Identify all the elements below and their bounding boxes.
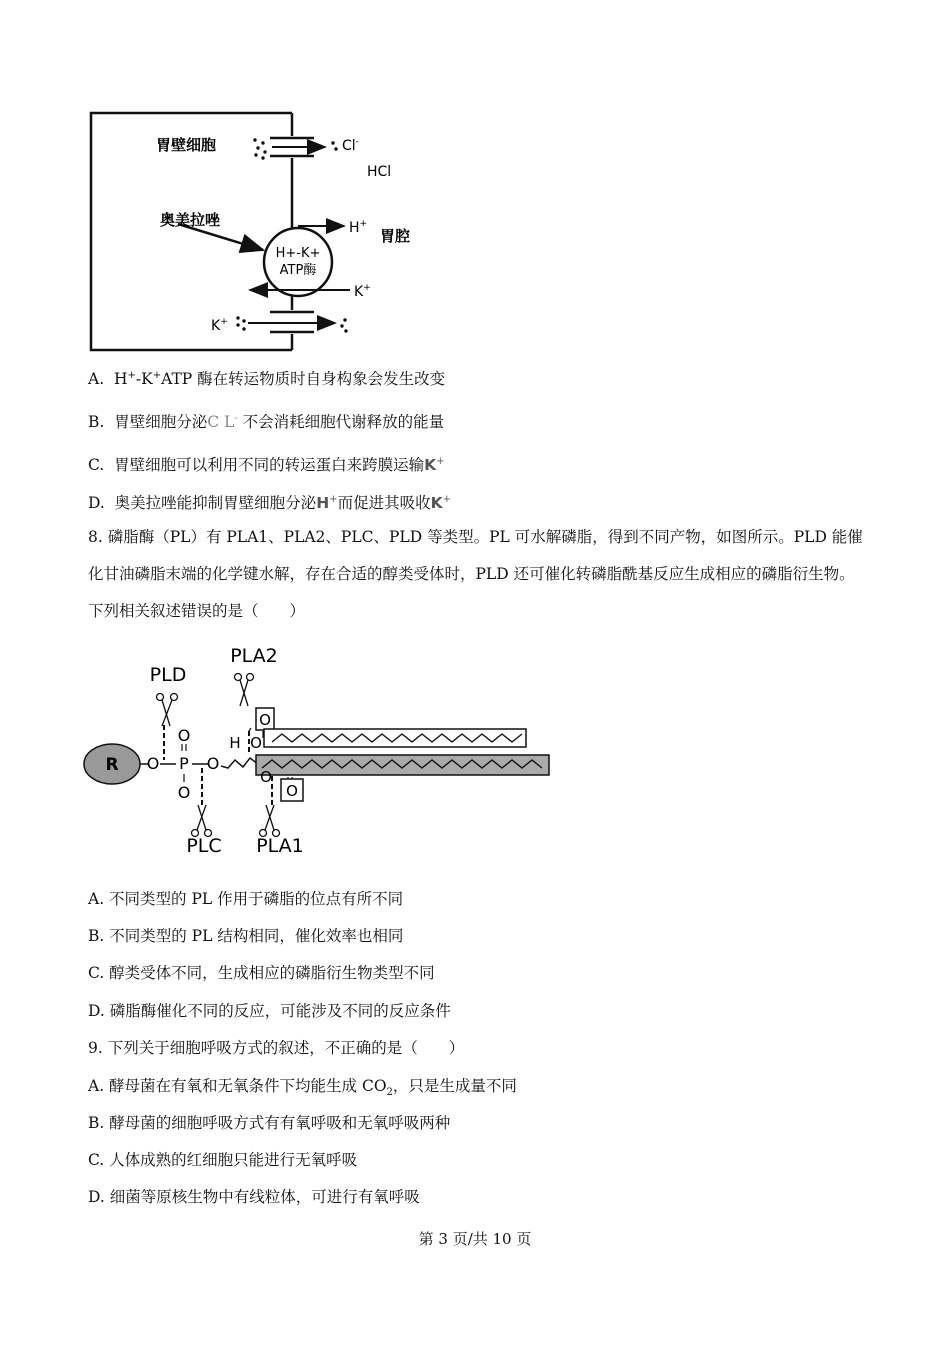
q7-option-d: D. 奥美拉唑能抑制胃壁细胞分泌H+而促进其吸收K+ (88, 494, 451, 513)
q9-option-b: B. 酵母菌的细胞呼吸方式有有氧呼吸和无氧呼吸两种 (88, 1114, 451, 1132)
svg-text:P: P (179, 754, 189, 773)
svg-text:O: O (286, 782, 298, 800)
svg-text:O: O (177, 726, 191, 745)
pla1-label: PLA1 (256, 835, 304, 857)
k-right-label: K+ (354, 283, 371, 300)
q9-option-c: C. 人体成熟的红细胞只能进行无氧呼吸 (88, 1151, 358, 1169)
q8-option-a: A. 不同类型的 PL 作用于磷脂的位点有所不同 (88, 890, 404, 908)
svg-text:O: O (259, 711, 271, 729)
k-dots (236, 316, 347, 332)
parietal-cell-figure (80, 100, 440, 360)
q7-option-a: A. H+-K+ATP 酶在转运物质时自身构象会发生改变 (88, 370, 446, 389)
q9-option-d: D. 细菌等原核生物中有线粒体，可进行有氧呼吸 (88, 1188, 420, 1206)
q8-option-d: D. 磷脂酶催化不同的反应，可能涉及不同的反应条件 (88, 1002, 451, 1020)
k-left-label: K+ (211, 317, 228, 334)
svg-text:O: O (206, 754, 220, 773)
cl-label: Cl- (342, 137, 359, 154)
enzyme-label-1: H+-K+ (275, 246, 321, 261)
svg-text:O: O (250, 734, 262, 752)
pla2-scissors-icon (235, 674, 254, 707)
plc-scissors-icon (192, 805, 212, 837)
q9-option-a: A. 酵母菌在有氧和无氧条件下均能生成 $CO_2$，只是生成量不同 (88, 1077, 517, 1099)
cavity-label: 胃腔 (380, 227, 411, 245)
pld-label: PLD (149, 664, 187, 686)
page-footer: 第 3 页/共 10 页 (418, 1230, 532, 1248)
phospholipase-figure (80, 640, 560, 870)
q7-option-b: B. 胃壁细胞分泌C L- 不会消耗细胞代谢释放的能量 (88, 413, 445, 432)
cell-label: 胃壁细胞 (156, 136, 217, 154)
h-k-atpase (264, 228, 332, 296)
svg-text:O: O (260, 768, 272, 786)
drug-label: 奥美拉唑 (160, 211, 221, 229)
pla1-scissors-icon (260, 805, 280, 837)
q9-stem: 9. 下列关于细胞呼吸方式的叙述，不正确的是（ ） (88, 1039, 465, 1057)
plc-label: PLC (186, 835, 222, 857)
q7-option-c: C. 胃壁细胞可以利用不同的转运蛋白来跨膜运输K+ (88, 456, 445, 475)
pla2-label: PLA2 (230, 645, 278, 667)
q8-option-b: B. 不同类型的 PL 结构相同，催化效率也相同 (88, 927, 404, 945)
q8-option-c: C. 醇类受体不同，生成相应的磷脂衍生物类型不同 (88, 964, 435, 982)
pld-scissors-icon (157, 694, 178, 727)
svg-text:H: H (229, 734, 241, 752)
q8-stem: 8. 磷脂酶（PL）有 PLA1、PLA2、PLC、PLD 等类型。PL 可水解磷脂，得到不同产物，如图所示。PLD 能催化甘油磷脂末端的化学键水解，存在合适的醇类受体时，PLD 还可催化转磷脂酰基反应生成相应的磷脂衍生物。下列相关叙述错误的是（ ） (88, 528, 863, 620)
svg-text:O: O (146, 754, 160, 773)
svg-text:O: O (177, 783, 191, 802)
enzyme-label-2: ATP酶 (279, 263, 317, 278)
svg-text:R: R (105, 755, 119, 775)
h-label: H+ (349, 219, 368, 236)
hcl-label: HCl (367, 164, 392, 180)
